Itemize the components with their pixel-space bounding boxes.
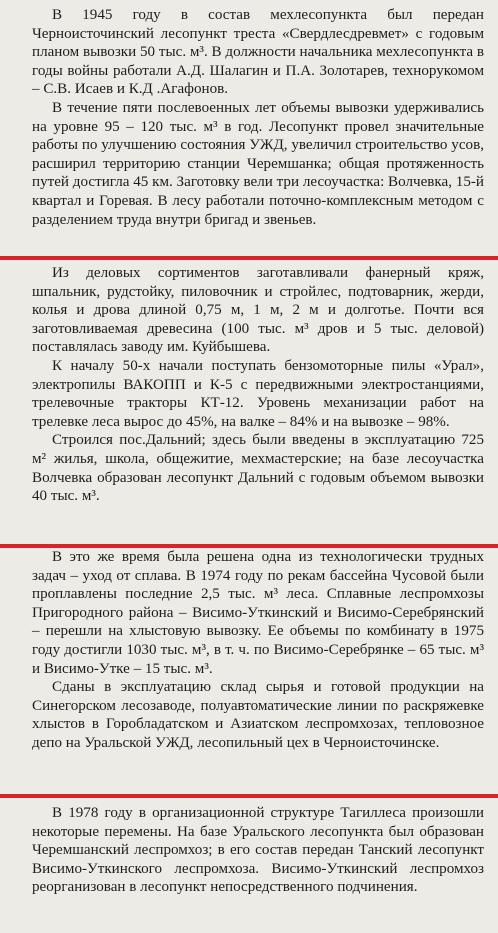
paragraph: В течение пяти послевоенных лет объемы вывозки удерживались на уровне 95 – 120 тыс. м³ в год. Лесопункт провел значительные работы по улучшению состояния УЖД, увеличил строительство усов, расширил территорию станции Черемшанка; общая протяженность путей достигла 45 км. Заготовку вели три лесоучастка: Волчевка, 15-й квартал и Горевая. В лесу работали поточно-комплексным методом с разделением труда внутри бригад и звеньев. [32, 99, 484, 228]
text-block-1 [0, 6, 498, 229]
paragraph: Сданы в эксплуатацию склад сырья и готовой продукции на Синегорском лесозаводе, полуавтоматические линии по раскряжевке хлыстов в Горобладатском и Азиатском леспромхозах, тепловозное депо на Уральской УЖД, лесопильный цех в Черноисточинске. [32, 679, 484, 751]
section-divider [0, 794, 498, 798]
paragraph: В 1945 году в состав мехлесопункта был передан Черноисточинский лесопункт треста «Свердлесдревмет» с годовым планом вывозки 50 тыс. м³. В должности начальника мехлесопункта в годы войны работали А.Д. Шалагин и П.А. Золотарев, технорукомом – С.В. Исаев и К.Д .Агафонов. [32, 7, 484, 98]
text-block-3 [0, 548, 498, 753]
paragraph: В 1978 году в организационной структуре Тагиллеса произошли некоторые перемены. На базе Уральского лесопункта был образован Черемшанский леспромхоз; в его состав передан Танский лесопункт Висимо-Уткинского леспромхоза. Висимо-Уткинский леспромхоз реорганизован в лесопункт непосредственного подчинения. [32, 805, 484, 896]
paragraph: В это же время была решена одна из технологически трудных задач – уход от сплава. В 1974 году по рекам бассейна Чусовой были проплавлены последние 2,5 тыс. м³ леса. Сплавные леспромхозы Пригородного района – Висимо-Уткинский и Висимо-Серебрянский – перешли на хлыстовую вывозку. Ее объемы по комбинату в 1975 году достигли 1030 тыс. м³, в т. ч. по Висимо-Серебрянке – 65 тыс. м³ и Висимо-Утке – 15 тыс. м³. [32, 549, 484, 677]
text-block-4 [0, 804, 498, 897]
paragraph: Строился пос.Дальний; здесь были введены в эксплуатацию 725 м² жилья, школа, общежитие, мехмастерские; на базе лесоучастка Волчевка образован лесопункт Дальний с годовым объемом вывозки 40 тыс. м³. [32, 432, 484, 505]
section-divider [0, 256, 498, 260]
paragraph: Из деловых сортиментов заготавливали фанерный кряж, шпальник, рудстойку, пиловочник и стройлес, подтоварник, жерди, колья и дрова длиной 0,75 м, 1 м, 2 м и долготье. Почти вся заготовливаемая древесина (100 тыс. м³ дров и 5 тыс. деловой) поставлялась заводу им. Куйбышева. [32, 265, 484, 356]
text-block-2 [0, 264, 498, 506]
paragraph: К началу 50-х начали поступать бензомоторные пилы «Урал», электропилы ВАКОПП и К-5 с передвижными электростанциями, трелевочные тракторы КТ-12. Уровень механизации работ на трелевке леса вырос до 45%, на валке – 84% и на вывозке – 98%. [32, 357, 484, 430]
